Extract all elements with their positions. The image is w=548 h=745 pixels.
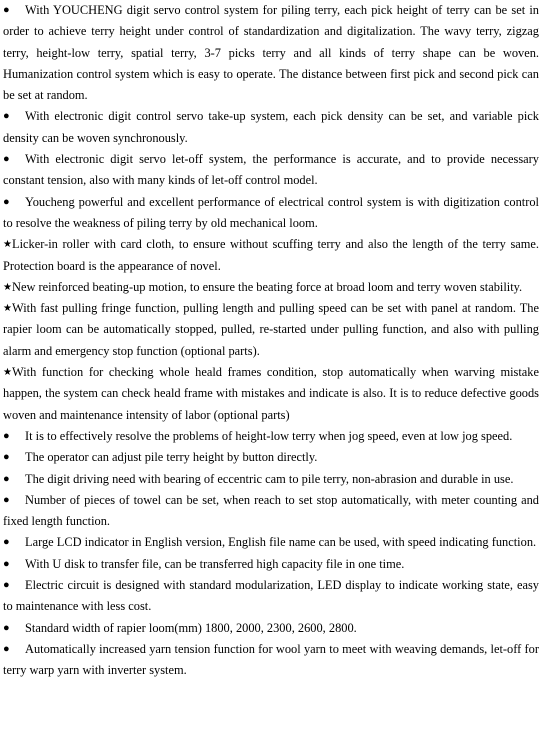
bullet-dot-icon: ● [3,557,10,570]
bullet-star-icon: ★ [3,281,12,293]
bullet-star-icon: ★ [3,303,12,315]
feature-item [3,575,539,618]
bullet-dot-icon: ● [3,579,10,592]
feature-text: With function for checking whole heald frames condition, stop automatically when warving mistake happen, the system can check heald frame with mistakes and indicate is also. It is to reduce defective goods woven and maintenance intensity of labor (optional parts) [3,365,539,422]
feature-text: Licker-in roller with card cloth, to ensure without scuffing terry and also the length of the terry same. Protection board is the appearance of novel. [3,237,539,273]
feature-text: Large LCD indicator in English version, English file name can be used, with speed indicating function. [25,535,537,550]
feature-item [3,490,539,533]
feature-item [3,0,539,106]
feature-text: Automatically increased yarn tension function for wool yarn to meet with weaving demands, let-off for terry warp yarn with inverter system. [3,641,539,678]
feature-text: Standard width of rapier loom(mm) 1800, 2000, 2300, 2600, 2800. [25,620,357,635]
bullet-star-icon: ★ [3,367,12,379]
feature-item [3,618,539,639]
feature-text: Number of pieces of towel can be set, when reach to set stop automatically, with meter counting and fixed length function. [3,492,539,529]
feature-text: With fast pulling fringe function, pulling length and pulling speed can be set with panel at random. The rapier loom can be automatically stopped, pulled, re-started under pulling function, and also with pulling alarm and emergency stop function (optional parts). [3,301,539,358]
feature-item [3,532,539,553]
bullet-dot-icon: ● [3,472,10,485]
bullet-dot-icon: ● [3,642,10,655]
feature-text: With electronic digit control servo take-up system, each pick density can be set, and variable pick density can be woven synchronously. [3,109,539,145]
bullet-dot-icon: ● [3,536,10,549]
feature-text: With electronic digit servo let-off system, the performance is accurate, and to provide necessary constant tension, also with many kinds of let-off control model. [3,152,539,188]
bullet-dot-icon: ● [3,451,10,464]
feature-item [3,362,539,426]
feature-item [3,149,539,192]
bullet-dot-icon: ● [3,110,10,123]
feature-item [3,447,539,468]
feature-text: With YOUCHENG digit servo control system for piling terry, each pick height of terry can be set in order to achieve terry height under control of standardization and digitalization. The wavy terry, zigzag terry, height-low terry, spatial terry, 3-7 picks terry and all kinds of terry shape can be woven. Humanization control system which is easy to operate. The distance between first pick and second pick can be set at random. [3,3,539,103]
feature-item [3,298,539,362]
bullet-dot-icon: ● [3,4,10,16]
feature-text: The digit driving need with bearing of eccentric cam to pile terry, non-abrasion and durable in use. [25,471,514,486]
feature-item [3,277,539,298]
feature-text: With U disk to transfer file, can be transferred high capacity file in one time. [25,556,405,571]
feature-item [3,106,539,149]
feature-item [3,426,539,447]
bullet-dot-icon: ● [3,153,10,166]
feature-item [3,554,539,575]
feature-item [3,469,539,490]
feature-text: Youcheng powerful and excellent performance of electrical control system is with digitization control to resolve the weakness of piling terry by old mechanical loom. [3,194,539,230]
feature-item [3,639,539,682]
feature-text: New reinforced beating-up motion, to ensure the beating force at broad loom and terry woven stability. [12,279,523,294]
bullet-dot-icon: ● [3,621,10,634]
bullet-star-icon: ★ [3,239,12,251]
feature-text: It is to effectively resolve the problems of height-low terry when jog speed, even at low jog speed. [25,428,513,443]
feature-item [3,234,539,277]
bullet-dot-icon: ● [3,493,10,506]
bullet-dot-icon: ● [3,195,10,208]
feature-text: Electric circuit is designed with standard modularization, LED display to indicate working state, easy to maintenance with less cost. [3,578,539,614]
feature-item [3,192,539,235]
feature-text: The operator can adjust pile terry height by button directly. [25,450,318,465]
bullet-dot-icon: ● [3,429,10,442]
